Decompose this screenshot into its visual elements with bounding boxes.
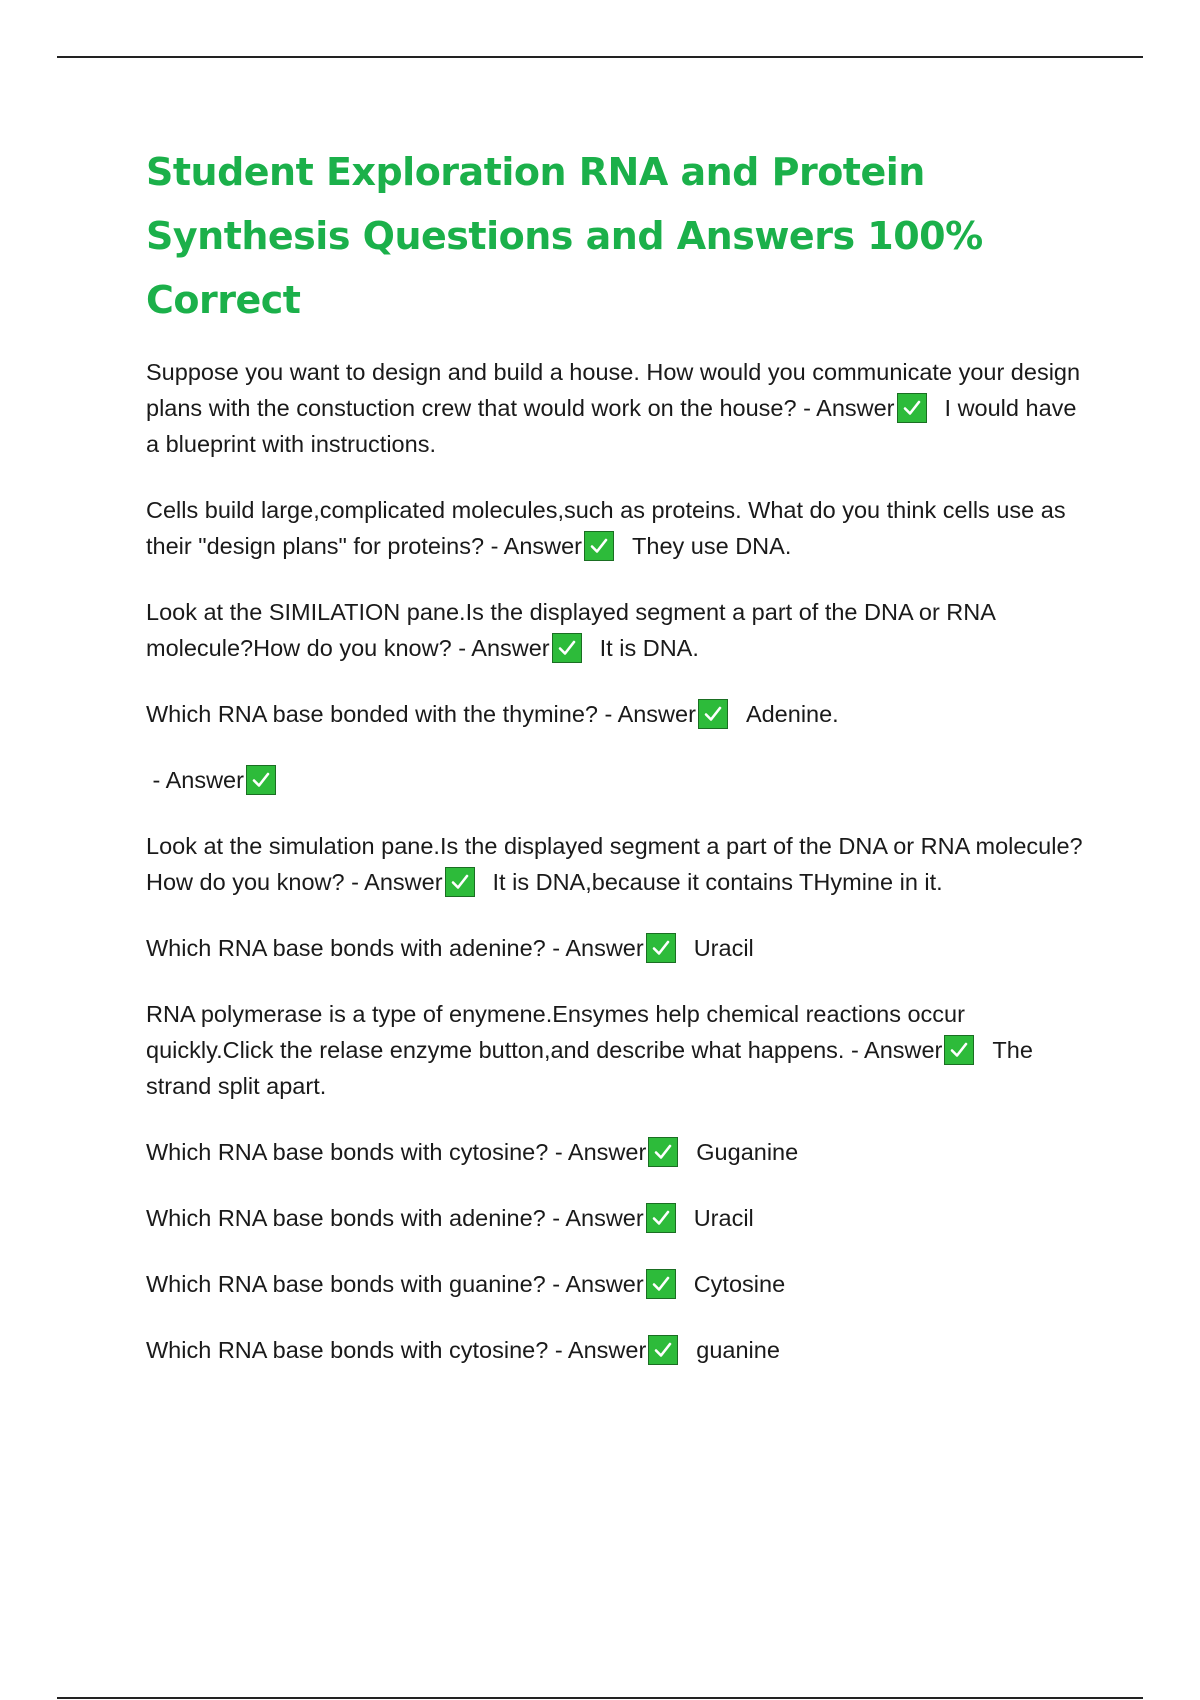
qa-item-6 — [146, 828, 1096, 900]
question-text: RNA polymerase is a type of enymene.Ensymes help chemical reactions occur quickly.Click the relase enzyme button,and describe what happens. - — [146, 1001, 972, 1063]
question-text: Suppose you want to design and build a house. How would you communicate your design plans with the constuction crew that would work on the house? - — [146, 359, 1087, 421]
question-text: Which RNA base bonds with adenine? - — [146, 935, 566, 961]
question-text: Which RNA base bonds with cytosine? - — [146, 1337, 568, 1363]
check-mark-icon — [897, 393, 927, 423]
answer-text: guanine — [696, 1337, 780, 1363]
question-text: Look at the SIMILATION pane.Is the displayed segment a part of the DNA or RNA molecule?How do you know? - — [146, 599, 1002, 661]
question-text: Which RNA base bonds with cytosine? - — [146, 1139, 568, 1165]
answer-text: Adenine. — [745, 701, 839, 727]
answer-label: Answer — [503, 533, 583, 559]
answer-label: Answer — [864, 1037, 943, 1063]
answer-text: Cytosine — [693, 1271, 786, 1297]
qa-item-7 — [146, 930, 1096, 966]
check-mark-icon — [246, 765, 276, 795]
answer-label: Answer — [364, 869, 443, 895]
check-mark-icon — [552, 633, 582, 663]
question-text: Which RNA base bonds with guanine? - — [146, 1271, 566, 1297]
qa-item-1 — [146, 354, 1096, 462]
answer-text: The strand split apart. — [146, 1037, 1040, 1099]
check-mark-icon — [648, 1335, 678, 1365]
answer-text: It is DNA. — [599, 635, 699, 661]
answer-label: Answer — [565, 1205, 644, 1231]
check-mark-icon — [648, 1137, 678, 1167]
qa-item-10 — [146, 1200, 1096, 1236]
answer-text: Uracil — [693, 1205, 754, 1231]
bottom-rule — [57, 1697, 1143, 1699]
check-mark-icon — [646, 933, 676, 963]
answer-text: It is DNA,because it contains THymine in it. — [492, 869, 943, 895]
qa-list — [146, 354, 1096, 1368]
answer-text: Uracil — [693, 935, 754, 961]
qa-item-12 — [146, 1332, 1096, 1368]
answer-label: Answer — [565, 935, 644, 961]
question-text: Cells build large,complicated molecules,such as proteins. What do you think cells use as their "design plans" for proteins? - — [146, 497, 1073, 559]
answer-label: Answer — [567, 1337, 647, 1363]
answer-label: Answer — [617, 701, 696, 727]
qa-item-9 — [146, 1134, 1096, 1170]
top-rule — [57, 56, 1143, 58]
question-text: - — [146, 767, 166, 793]
document-title: Student Exploration RNA and Protein Synthesis Questions and Answers 100% Correct — [146, 150, 983, 322]
question-text: Which RNA base bonds with adenine? - — [146, 1205, 566, 1231]
document-body — [146, 140, 1096, 1398]
answer-label: Answer — [471, 635, 550, 661]
answer-label: Answer — [565, 1271, 644, 1297]
qa-item-8 — [146, 996, 1096, 1104]
qa-item-4 — [146, 696, 1096, 732]
answer-text: Guganine — [696, 1139, 799, 1165]
check-mark-icon — [646, 1269, 676, 1299]
answer-text: They use DNA. — [632, 533, 792, 559]
qa-item-3 — [146, 594, 1096, 666]
qa-item-2 — [146, 492, 1096, 564]
check-mark-icon — [445, 867, 475, 897]
check-mark-icon — [698, 699, 728, 729]
qa-item-11 — [146, 1266, 1096, 1302]
answer-text: I would have a blueprint with instructions. — [146, 395, 1083, 457]
check-mark-icon — [584, 531, 614, 561]
qa-item-5 — [146, 762, 1096, 798]
answer-label: Answer — [165, 767, 244, 793]
check-mark-icon — [646, 1203, 676, 1233]
answer-label: Answer — [567, 1139, 647, 1165]
check-mark-icon — [944, 1035, 974, 1065]
answer-label: Answer — [816, 395, 895, 421]
question-text: Which RNA base bonded with the thymine? - — [146, 701, 618, 727]
question-text: Look at the simulation pane.Is the displayed segment a part of the DNA or RNA molecule?How do you know? - — [146, 833, 1083, 895]
